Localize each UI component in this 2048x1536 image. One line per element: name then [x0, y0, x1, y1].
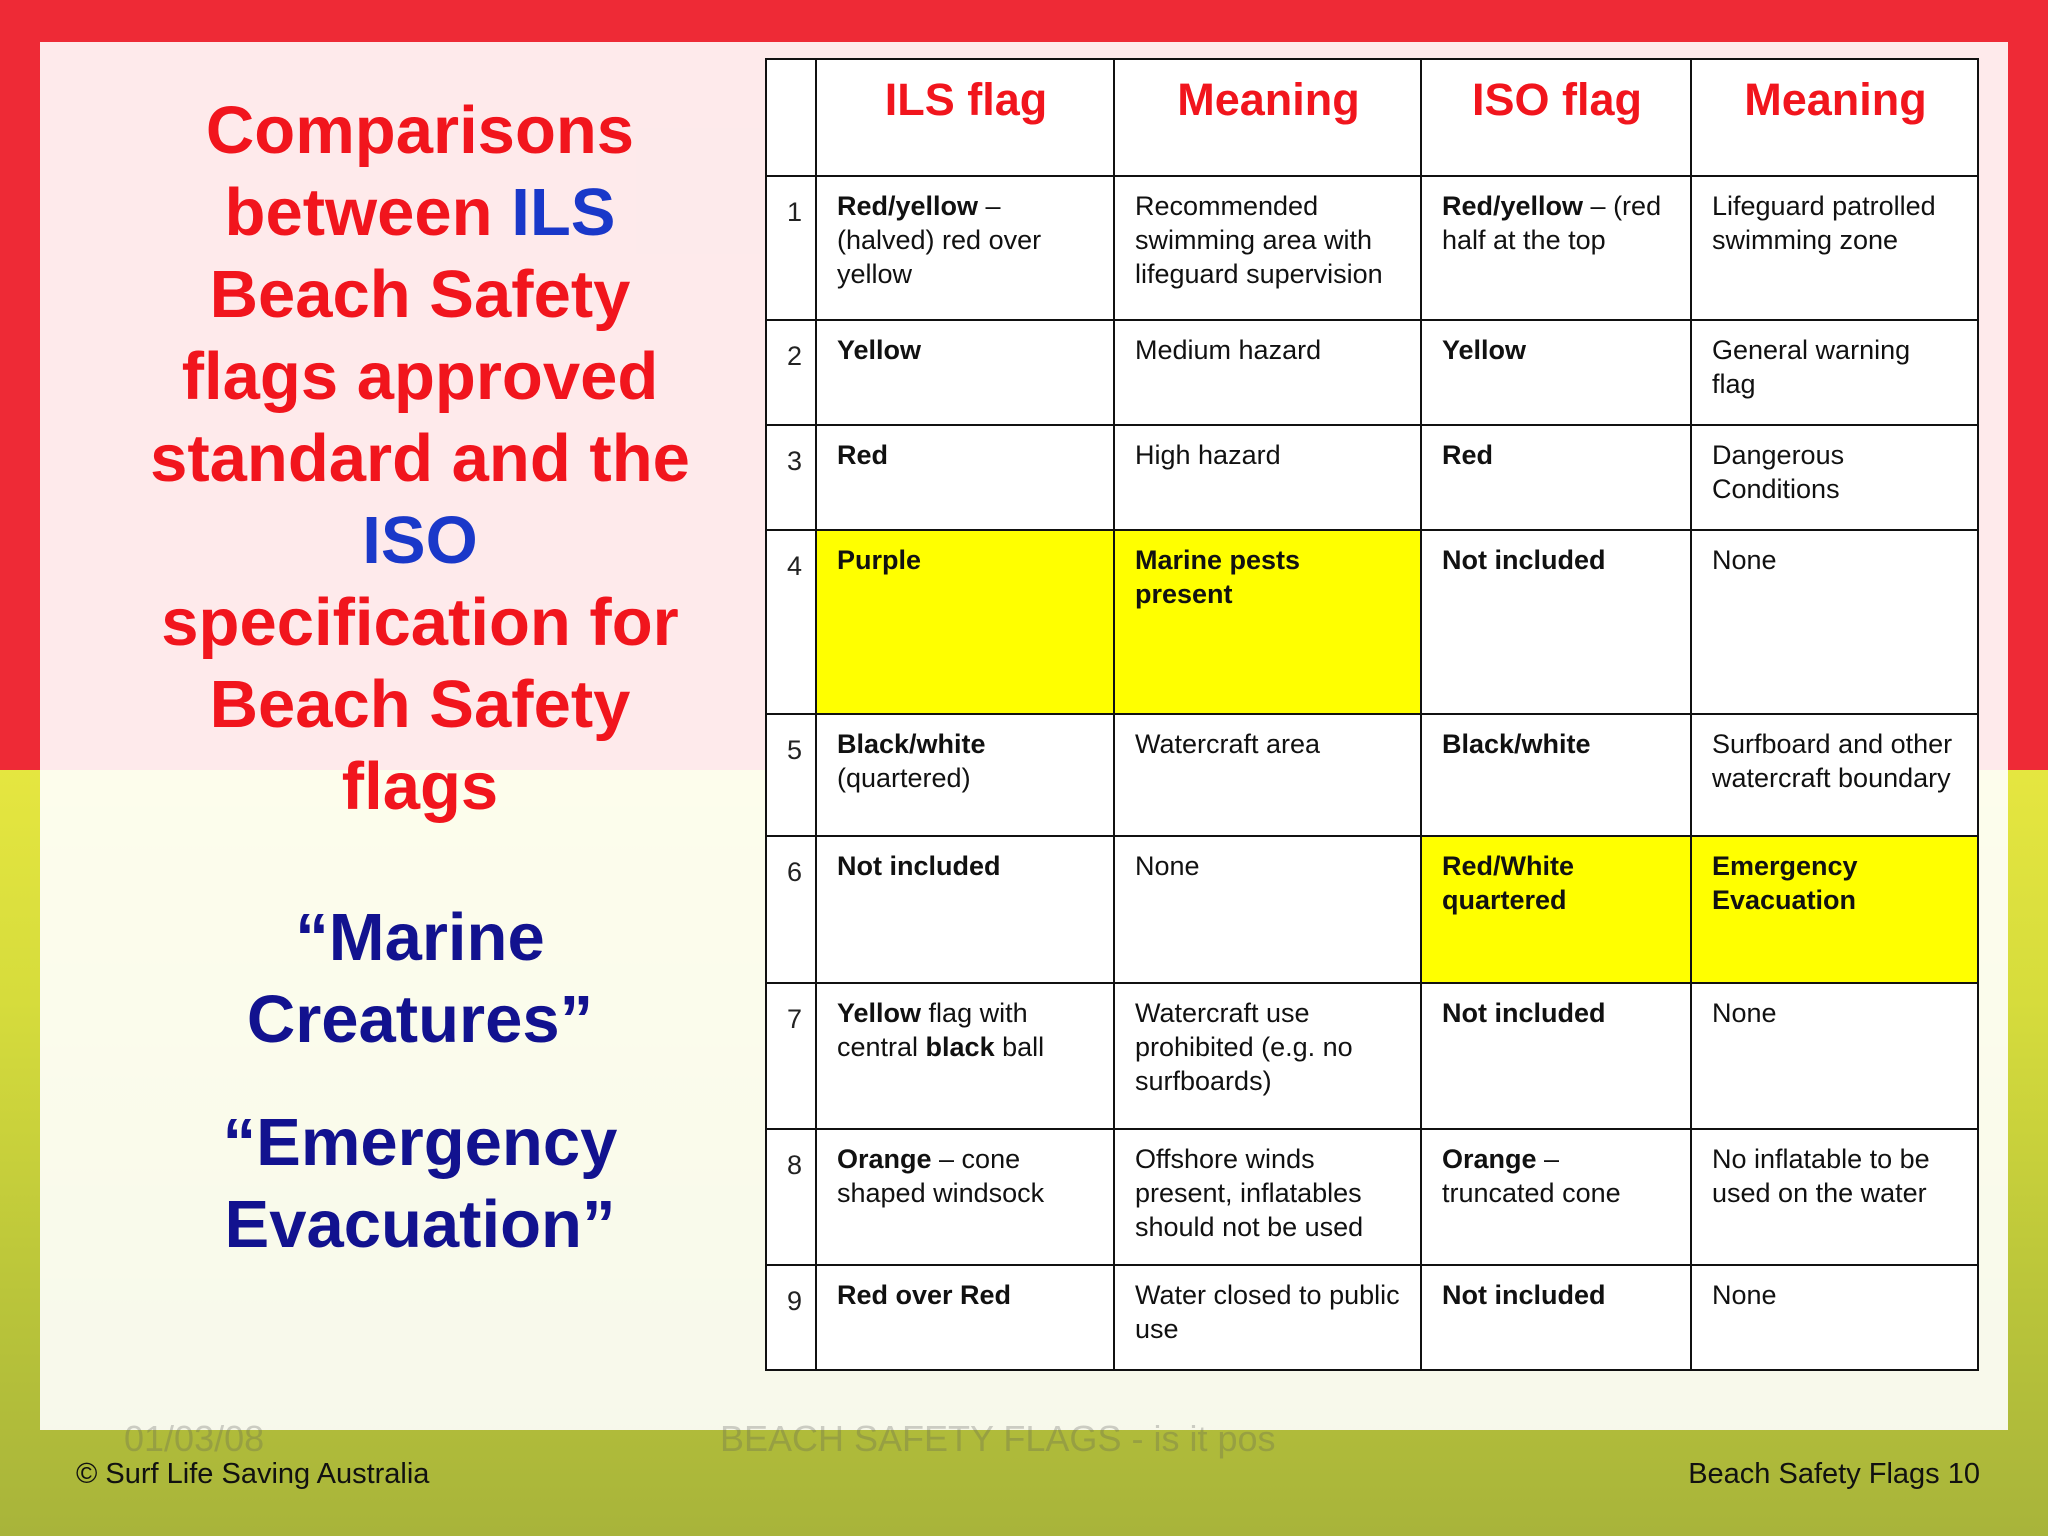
- heading-ils: ILS: [511, 175, 616, 250]
- iso-flag-cell: [1421, 425, 1691, 530]
- iso-flag-bold: Not included: [1442, 1280, 1606, 1310]
- slide-heading: [150, 90, 690, 828]
- heading-iso: ISO: [362, 503, 478, 578]
- table-row: [766, 1265, 1978, 1370]
- header-number: [766, 59, 816, 176]
- ils-meaning-cell: Water closed to public use: [1114, 1265, 1421, 1370]
- ils-flag-cell: [816, 1265, 1114, 1370]
- ils-meaning-cell: Watercraft area: [1114, 714, 1421, 836]
- table-row: [766, 530, 1978, 714]
- iso-flag-cell: Not included: [1421, 530, 1691, 714]
- header-iso-meaning: Meaning: [1691, 59, 1978, 176]
- ils-flag-bold: Yellow: [837, 335, 922, 365]
- ils-meaning-cell: Offshore winds present, inflatables should not be used: [1114, 1129, 1421, 1265]
- ils-flag-rest: – (halved) red over yellow: [837, 191, 1042, 289]
- ils-flag-cell: [816, 714, 1114, 836]
- iso-meaning-cell: General warning flag: [1691, 320, 1978, 425]
- table-header-row: [766, 59, 1978, 176]
- iso-flag-cell: Red/White quartered: [1421, 836, 1691, 983]
- heading-part-2: Beach Safety flags approved standard and the: [150, 257, 690, 496]
- ils-flag-rest: flag with central: [837, 998, 1028, 1062]
- row-number: 1: [766, 176, 816, 320]
- row-number: 7: [766, 983, 816, 1129]
- iso-flag-cell: [1421, 176, 1691, 320]
- iso-flag-bold: Red/yellow: [1442, 191, 1584, 221]
- iso-flag-bold: Not included: [1442, 998, 1606, 1028]
- ils-flag-cell: Purple: [816, 530, 1114, 714]
- iso-flag-cell: [1421, 1265, 1691, 1370]
- ils-meaning-cell: Recommended swimming area with lifeguard supervision: [1114, 176, 1421, 320]
- ils-flag-bold: Red: [837, 440, 889, 470]
- ils-flag-bold: Yellow: [837, 998, 922, 1028]
- iso-flag-bold: Yellow: [1442, 335, 1527, 365]
- iso-flag-cell: [1421, 983, 1691, 1129]
- ils-flag-rest: (quartered): [837, 763, 971, 793]
- iso-meaning-cell: Surfboard and other watercraft boundary: [1691, 714, 1978, 836]
- ils-flag-bold-2: black: [925, 1032, 995, 1062]
- table-row: [766, 320, 1978, 425]
- iso-flag-rest: – truncated cone: [1442, 1144, 1621, 1208]
- iso-meaning-cell: Dangerous Conditions: [1691, 425, 1978, 530]
- iso-flag-cell: [1421, 714, 1691, 836]
- row-number: 3: [766, 425, 816, 530]
- row-number: 2: [766, 320, 816, 425]
- table-row: [766, 176, 1978, 320]
- iso-flag-bold: Black/white: [1442, 729, 1591, 759]
- heading-part-3: specification for Beach Safety flags: [161, 585, 679, 824]
- table-row: [766, 714, 1978, 836]
- header-ils-flag: ILS flag: [816, 59, 1114, 176]
- row-number: 9: [766, 1265, 816, 1370]
- iso-flag-rest: – (red half at the top: [1442, 191, 1662, 255]
- quote-emergency-evacuation: “Emergency Evacuation”: [222, 1105, 618, 1262]
- ils-flag-bold: Red/yellow: [837, 191, 979, 221]
- ils-meaning-cell: High hazard: [1114, 425, 1421, 530]
- header-ils-meaning: Meaning: [1114, 59, 1421, 176]
- ils-meaning-cell: None: [1114, 836, 1421, 983]
- iso-flag-bold: Red: [1442, 440, 1494, 470]
- iso-flag-bold: Orange: [1442, 1144, 1537, 1174]
- ils-meaning-cell: Medium hazard: [1114, 320, 1421, 425]
- ils-meaning-cell: Marine pests present: [1114, 530, 1421, 714]
- iso-meaning-cell: Emergency Evacuation: [1691, 836, 1978, 983]
- iso-flag-cell: [1421, 320, 1691, 425]
- ghost-title: BEACH SAFETY FLAGS - is it pos: [720, 1418, 1276, 1459]
- table-row: [766, 1129, 1978, 1265]
- ils-flag-rest: – cone shaped windsock: [837, 1144, 1045, 1208]
- ils-flag-cell: [816, 983, 1114, 1129]
- row-number: 8: [766, 1129, 816, 1265]
- header-iso-flag: ISO flag: [1421, 59, 1691, 176]
- iso-meaning-cell: No inflatable to be used on the water: [1691, 1129, 1978, 1265]
- ils-flag-bold: Black/white: [837, 729, 986, 759]
- row-number: 6: [766, 836, 816, 983]
- ils-flag-bold: Red over Red: [837, 1280, 1012, 1310]
- ils-flag-bold: Orange: [837, 1144, 932, 1174]
- ils-flag-cell: [816, 320, 1114, 425]
- row-number: 5: [766, 714, 816, 836]
- heading-part-1: Comparisons between: [205, 93, 635, 250]
- ils-flag-rest-2: ball: [994, 1032, 1045, 1062]
- table-row: [766, 836, 1978, 983]
- ils-flag-cell: Not included: [816, 836, 1114, 983]
- iso-meaning-cell: None: [1691, 530, 1978, 714]
- ils-flag-cell: [816, 1129, 1114, 1265]
- table-row: [766, 983, 1978, 1129]
- footer-copyright: © Surf Life Saving Australia: [76, 1458, 430, 1490]
- ils-meaning-cell: Watercraft use prohibited (e.g. no surfboards): [1114, 983, 1421, 1129]
- flags-comparison-table: [765, 58, 1979, 1371]
- ils-flag-cell: [816, 176, 1114, 320]
- table-row: [766, 425, 1978, 530]
- ghost-date: 01/03/08: [124, 1418, 265, 1459]
- iso-meaning-cell: Lifeguard patrolled swimming zone: [1691, 176, 1978, 320]
- footer-slide-number: Beach Safety Flags 10: [1688, 1458, 1980, 1490]
- quote-marine-creatures: “Marine Creatures”: [246, 900, 594, 1057]
- iso-meaning-cell: None: [1691, 1265, 1978, 1370]
- row-number: 4: [766, 530, 816, 714]
- iso-meaning-cell: None: [1691, 983, 1978, 1129]
- iso-flag-cell: [1421, 1129, 1691, 1265]
- ils-flag-cell: [816, 425, 1114, 530]
